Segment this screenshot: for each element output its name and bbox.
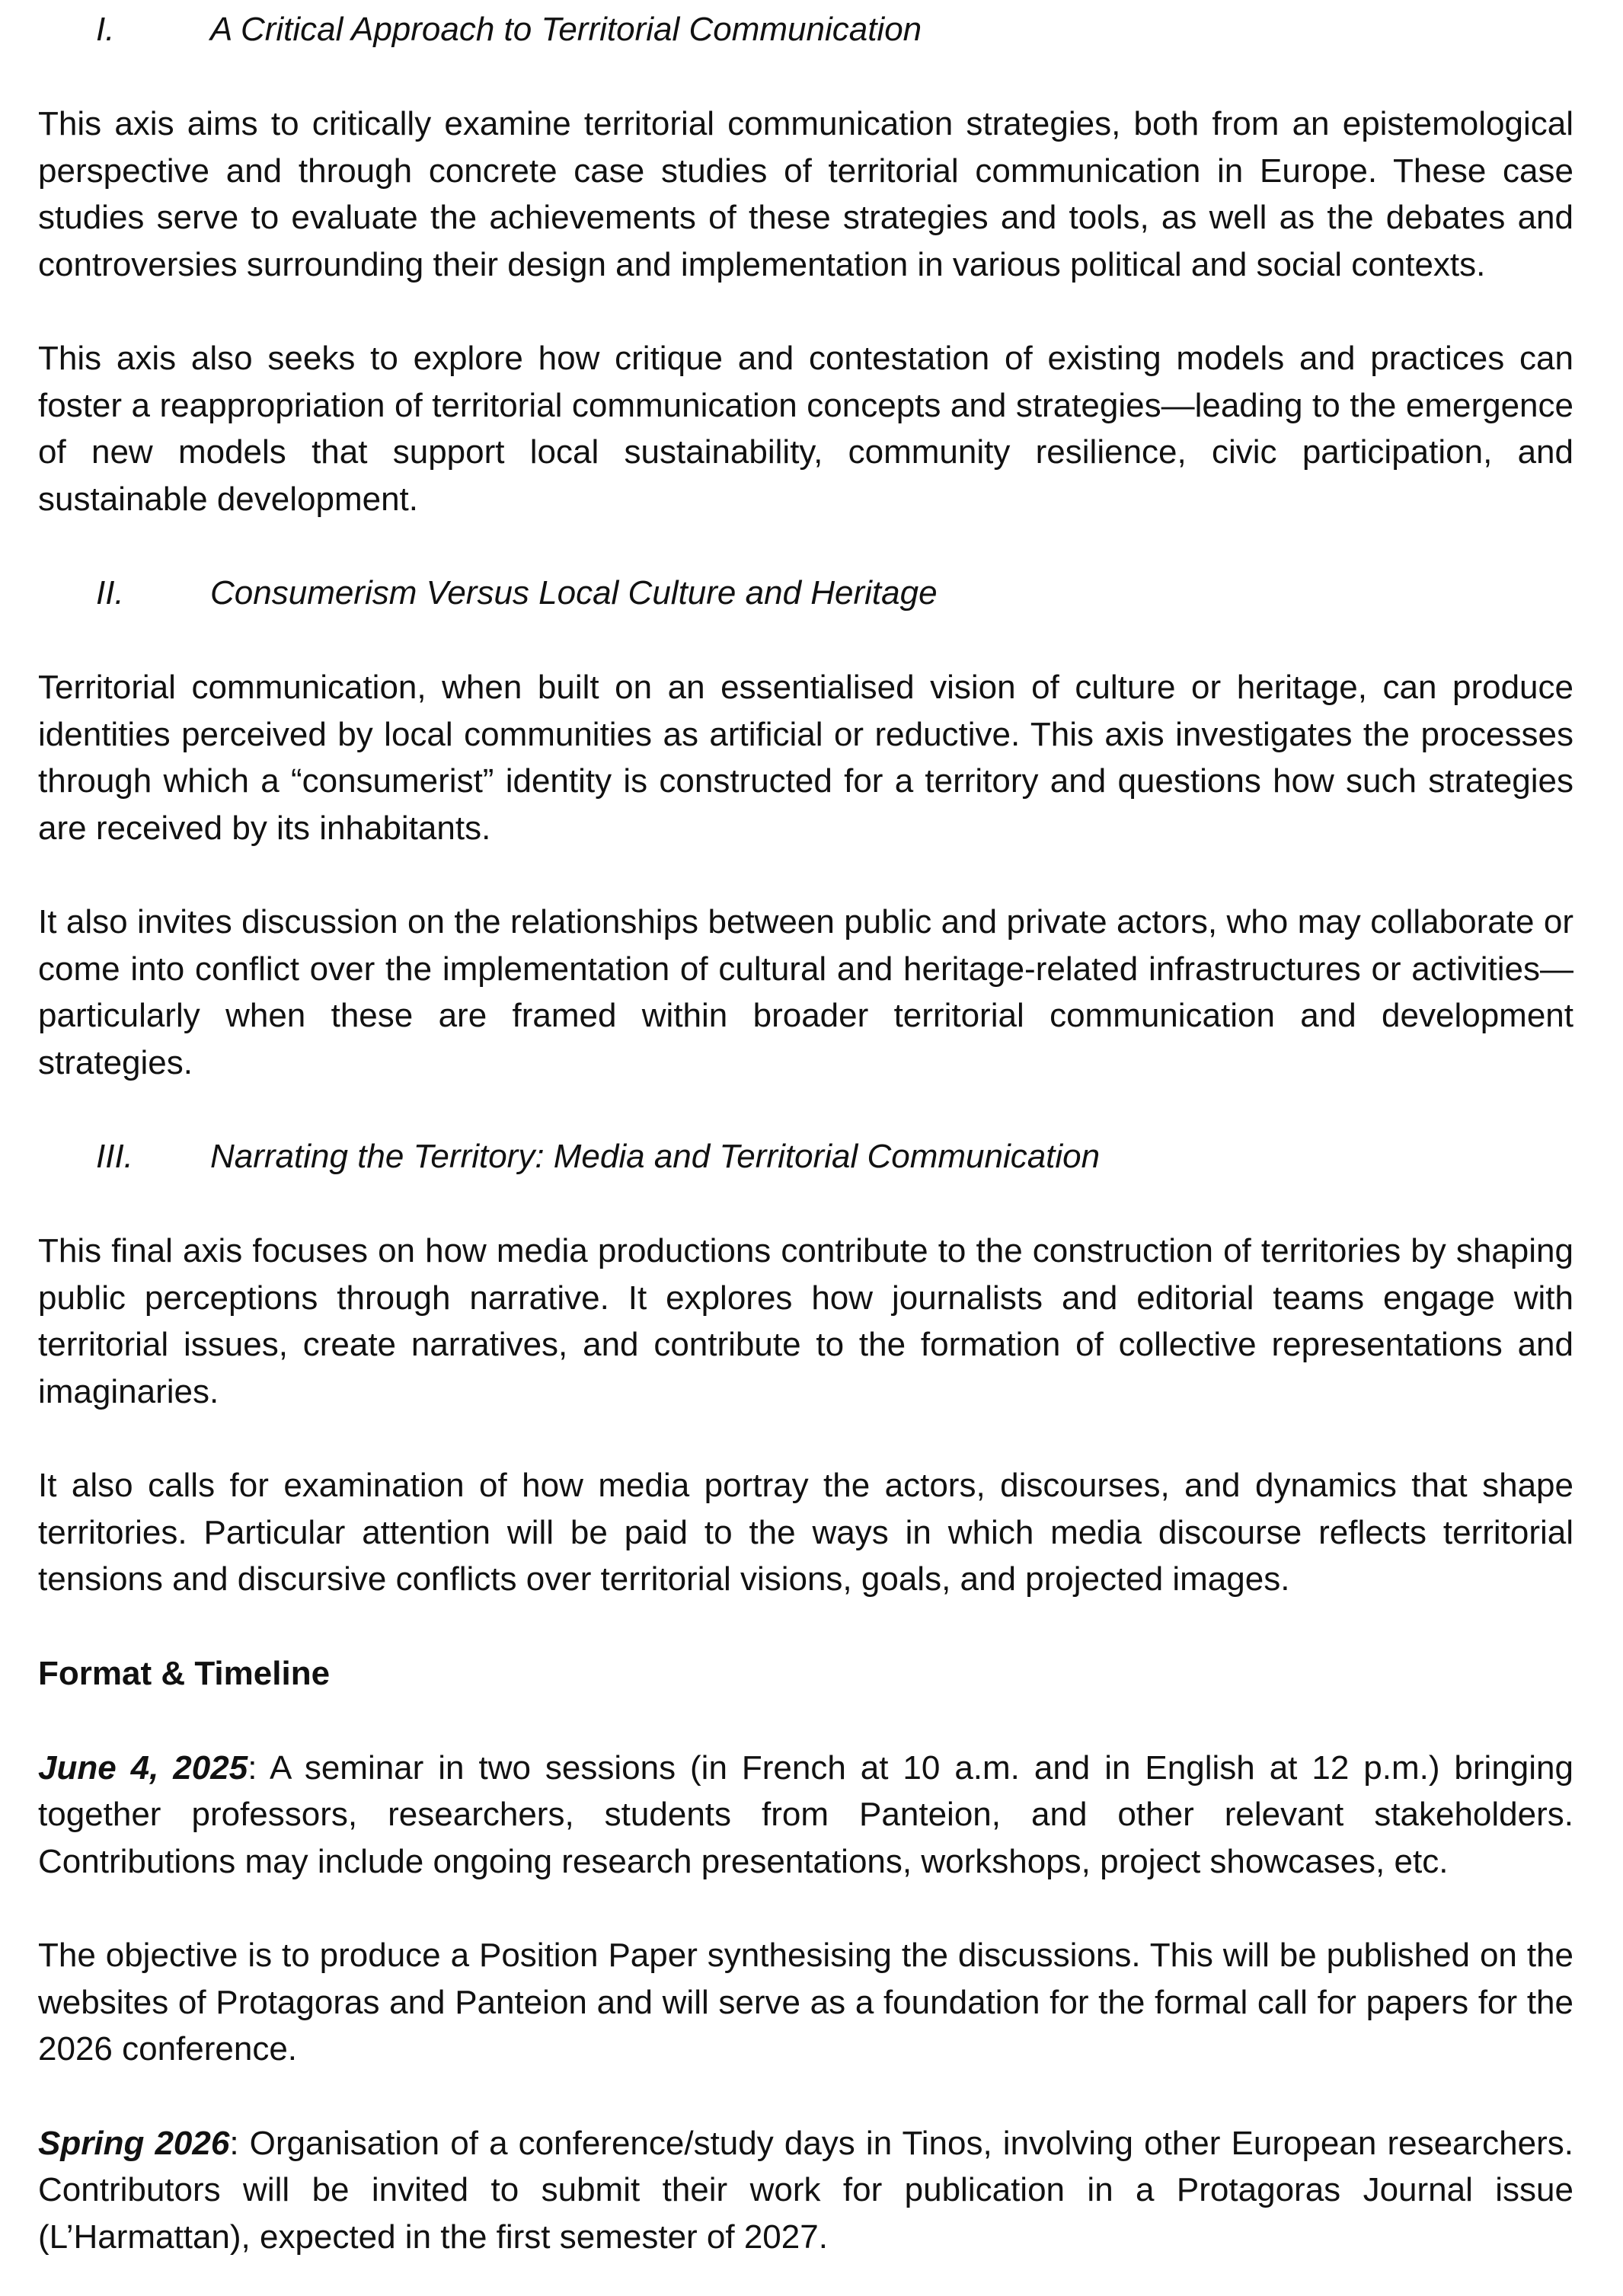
document-page xyxy=(38,6,1573,2260)
timeline-date: June 4, 2025 xyxy=(38,1748,248,1787)
section-numeral: II. xyxy=(96,574,124,612)
paragraph: This final axis focuses on how media productions contribute to the construction of territories by shaping public perceptions through narrative. It explores how journalists and editorial teams engage with territorial issues, create narratives, and contribute to the formation of collective representations and imaginaries. xyxy=(38,1232,1573,1410)
timeline-description: : Organisation of a conference/study days in Tinos, involving other European researchers. Contributors will be invited to submit their work for publication in a Protagoras Journal issue (L’Harmattan), expected in the first semester of 2027. xyxy=(38,2124,1573,2256)
section-heading-3 xyxy=(38,1133,1573,1180)
paragraph: It also calls for examination of how media portray the actors, discourses, and dynamics that shape territories. Particular attention will be paid to the ways in which media discourse reflects territorial tensions and discursive conflicts over territorial visions, goals, and projected images. xyxy=(38,1467,1573,1598)
section-numeral: I. xyxy=(96,11,115,48)
section-numeral: III. xyxy=(96,1138,133,1175)
objective-paragraph: The objective is to produce a Position Paper synthesising the discussions. This will be published on the websites of Protagoras and Panteion and will serve as a foundation for the formal call for papers for the 2026 conference. xyxy=(38,1937,1573,2068)
paragraph: Territorial communication, when built on an essentialised vision of culture or heritage, can produce identities perceived by local communities as artificial or reductive. This axis investigates the processes through which a “consumerist” identity is constructed for a territory and questions how such strategies are received by its inhabitants. xyxy=(38,669,1573,847)
timeline-spring-paragraph xyxy=(38,2120,1573,2261)
section-title: A Critical Approach to Territorial Communication xyxy=(210,11,922,48)
paragraph: It also invites discussion on the relationships between public and private actors, who may collaborate or come into conflict over the implementation of cultural and heritage-related infrastructures or activities—particularly when these are framed within broader territorial communication and development strategies. xyxy=(38,903,1573,1081)
format-timeline-heading: Format & Timeline xyxy=(38,1654,331,1692)
paragraph: This axis also seeks to explore how critique and contestation of existing models and practices can foster a reappropriation of territorial communication concepts and strategies—leading to the emergence of new models that support local sustainability, community resilience, civic participation, and sustainable development. xyxy=(38,340,1573,518)
section-heading-2 xyxy=(38,570,1573,617)
timeline-june-paragraph xyxy=(38,1745,1573,1886)
paragraph: This axis aims to critically examine territorial communication strategies, both from an epistemological perspective and through concrete case studies of territorial communication in Europe. These case studies serve to evaluate the achievements of these strategies and tools, as well as the debates and controversies surrounding their design and implementation in various political and social contexts. xyxy=(38,105,1573,283)
section-title: Narrating the Territory: Media and Territorial Communication xyxy=(210,1138,1101,1175)
timeline-date: Spring 2026 xyxy=(38,2124,230,2162)
section-heading-1 xyxy=(38,6,1573,53)
section-title: Consumerism Versus Local Culture and Heritage xyxy=(210,574,938,612)
timeline-description: : A seminar in two sessions (in French at 10 a.m. and in English at 12 p.m.) bringing together professors, researchers, students from Panteion, and other relevant stakeholders. Contributions may include ongoing research presentations, workshops, project showcases, etc. xyxy=(38,1748,1573,1880)
